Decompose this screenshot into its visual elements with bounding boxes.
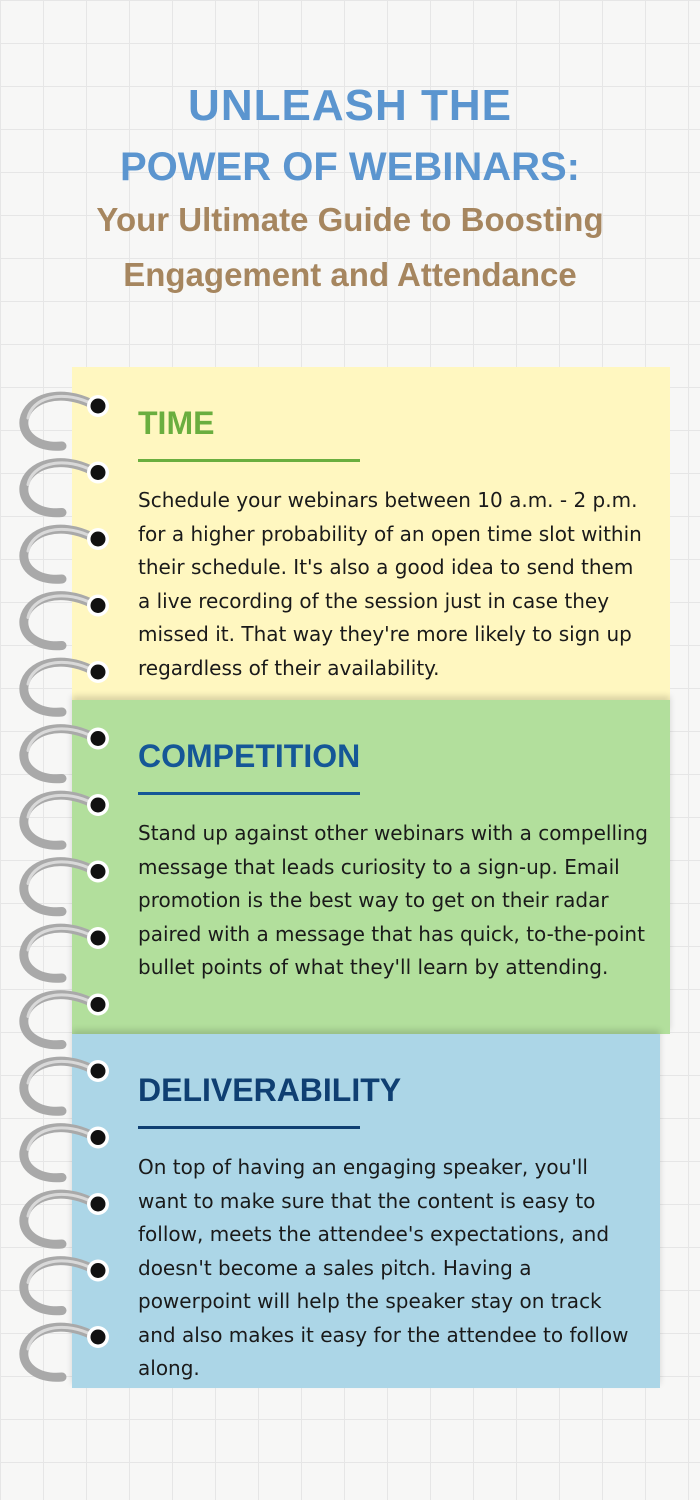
spiral-binding-ring-icon — [24, 661, 109, 712]
spiral-binding-ring-icon — [24, 395, 109, 446]
section-body-time: Schedule your webinars between 10 a.m. - 2 p.m. for a higher probability of an open time slot within their schedule. It's also a good idea to send them a live recording of the session just in case they missed it. That way they're more likely to sign up regardless of their availability. — [138, 488, 642, 680]
spiral-binding-ring-icon — [24, 1193, 109, 1244]
section-body-deliverability: On top of having an engaging speaker, you'll want to make sure that the content is easy to follow, meets the attendee's expectations, and doesn't become a sales pitch. Having a powerpoint will help the speaker stay on track and also makes it easy for the attendee to follow along. — [138, 1155, 629, 1380]
spiral-binding — [0, 380, 120, 1400]
spiral-binding-ring-icon — [24, 1260, 109, 1311]
spiral-binding-ring-icon — [24, 794, 109, 845]
spiral-binding-ring-icon — [24, 595, 109, 646]
page-title-line-1: UNLEASH THE — [188, 81, 512, 130]
section-heading-deliverability: DELIVERABILITY — [138, 1072, 402, 1108]
spiral-binding-ring-icon — [24, 861, 109, 912]
page-title-line-2: POWER OF WEBINARS: — [120, 145, 580, 189]
spiral-binding-ring-icon — [24, 927, 109, 978]
spiral-binding-ring-icon — [24, 528, 109, 579]
page-subtitle-line-1: Your Ultimate Guide to Boosting — [96, 201, 604, 238]
section-heading-competition: COMPETITION — [138, 738, 361, 774]
spiral-binding-ring-icon — [24, 462, 109, 513]
spiral-binding-ring-icon — [24, 994, 109, 1045]
page-subtitle-line-2: Engagement and Attendance — [123, 256, 577, 293]
section-divider — [138, 459, 360, 462]
spiral-binding-ring-icon — [24, 1060, 109, 1111]
spiral-binding-ring-icon — [24, 1326, 109, 1377]
section-divider — [138, 1126, 360, 1129]
section-time — [72, 367, 670, 700]
section-deliverability — [72, 1034, 660, 1388]
section-body-competition: Stand up against other webinars with a compelling message that leads curiosity to a sign-up. Email promotion is the best way to get on their radar paired with a message that has quick, to-the-point bullet points of what they'll learn by attending. — [138, 821, 648, 979]
section-heading-time: TIME — [138, 405, 215, 441]
spiral-binding-ring-icon — [24, 728, 109, 779]
spiral-binding-ring-icon — [24, 1127, 109, 1178]
section-divider — [138, 792, 360, 795]
section-competition — [72, 700, 670, 1034]
